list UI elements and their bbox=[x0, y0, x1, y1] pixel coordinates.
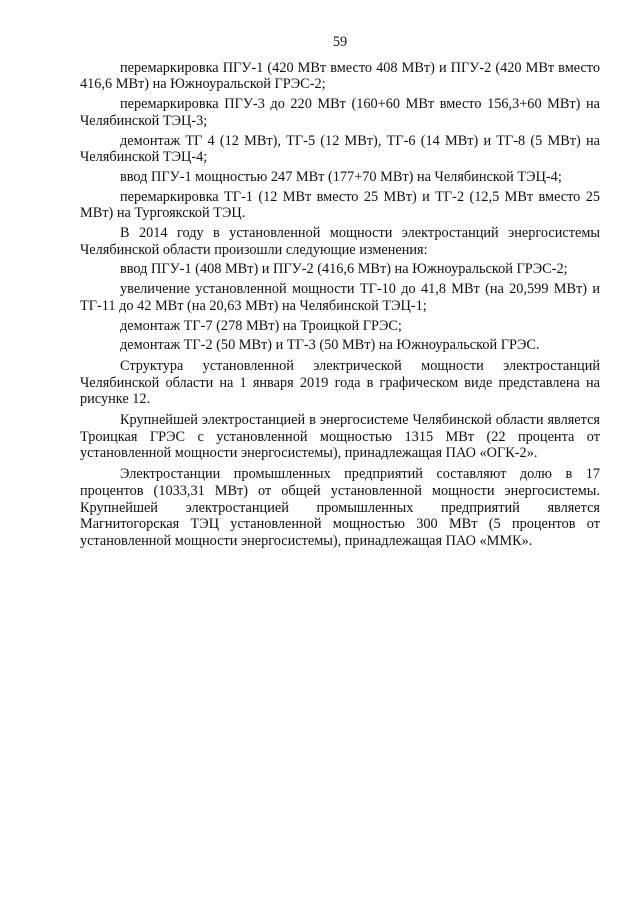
paragraph: перемаркировка ТГ-1 (12 МВт вместо 25 МВт) и ТГ-2 (12,5 МВт вместо 25 МВт) на Тургоякской ТЭЦ. bbox=[80, 188, 600, 222]
paragraph: Структура установленной электрической мощности электростанций Челябинской области на 1 января 2019 года в графическом виде представлена на рисунке 12. bbox=[80, 357, 600, 408]
paragraph: Крупнейшей электростанцией в энергосистеме Челябинской области является Троицкая ГРЭС с установленной мощностью 1315 МВт (22 процента от установленной мощности энергосистемы), принадлежащая ПАО «ОГК-2». bbox=[80, 412, 600, 462]
page-number: 59 bbox=[332, 34, 348, 50]
paragraph: В 2014 году в установленной мощности электростанций энергосистемы Челябинской области произошли следующие изменения: bbox=[80, 225, 600, 258]
paragraph: Электростанции промышленных предприятий составляют долю в 17 процентов (1033,31 МВт) от общей установленной мощности энергосистемы. Крупнейшей электростанцией промышленных предприятий является Магнитогорская ТЭЦ установленной мощностью 300 МВт (5 процентов от установленной мощности энергосистемы), принадлежащая ПАО «ММК». bbox=[80, 466, 600, 549]
paragraph: демонтаж ТГ-2 (50 МВт) и ТГ-3 (50 МВт) на Южноуральской ГРЭС. bbox=[120, 337, 540, 354]
document-page bbox=[80, 34, 600, 553]
paragraph: ввод ПГУ-1 (408 МВт) и ПГУ-2 (416,6 МВт) на Южноуральской ГРЭС-2; bbox=[120, 261, 568, 278]
paragraph: демонтаж ТГ-7 (278 МВт) на Троицкой ГРЭС; bbox=[120, 317, 402, 334]
paragraph: ввод ПГУ-1 мощностью 247 МВт (177+70 МВт) на Челябинской ТЭЦ-4; bbox=[120, 168, 562, 185]
paragraph: перемаркировка ПГУ-1 (420 МВт вместо 408 МВт) и ПГУ-2 (420 МВт вместо 416,6 МВт) на Южноуральской ГРЭС-2; bbox=[80, 59, 600, 93]
paragraph: демонтаж ТГ 4 (12 МВт), ТГ-5 (12 МВт), ТГ-6 (14 МВт) и ТГ-8 (5 МВт) на Челябинской ТЭЦ-4; bbox=[80, 132, 600, 166]
paragraph: увеличение установленной мощности ТГ-10 до 41,8 МВт (на 20,599 МВт) и ТГ-11 до 42 МВт (на 20,63 МВт) на Челябинской ТЭЦ-1; bbox=[80, 281, 600, 314]
paragraph: перемаркировка ПГУ-3 до 220 МВт (160+60 МВт вместо 156,3+60 МВт) на Челябинской ТЭЦ-3; bbox=[80, 96, 600, 129]
